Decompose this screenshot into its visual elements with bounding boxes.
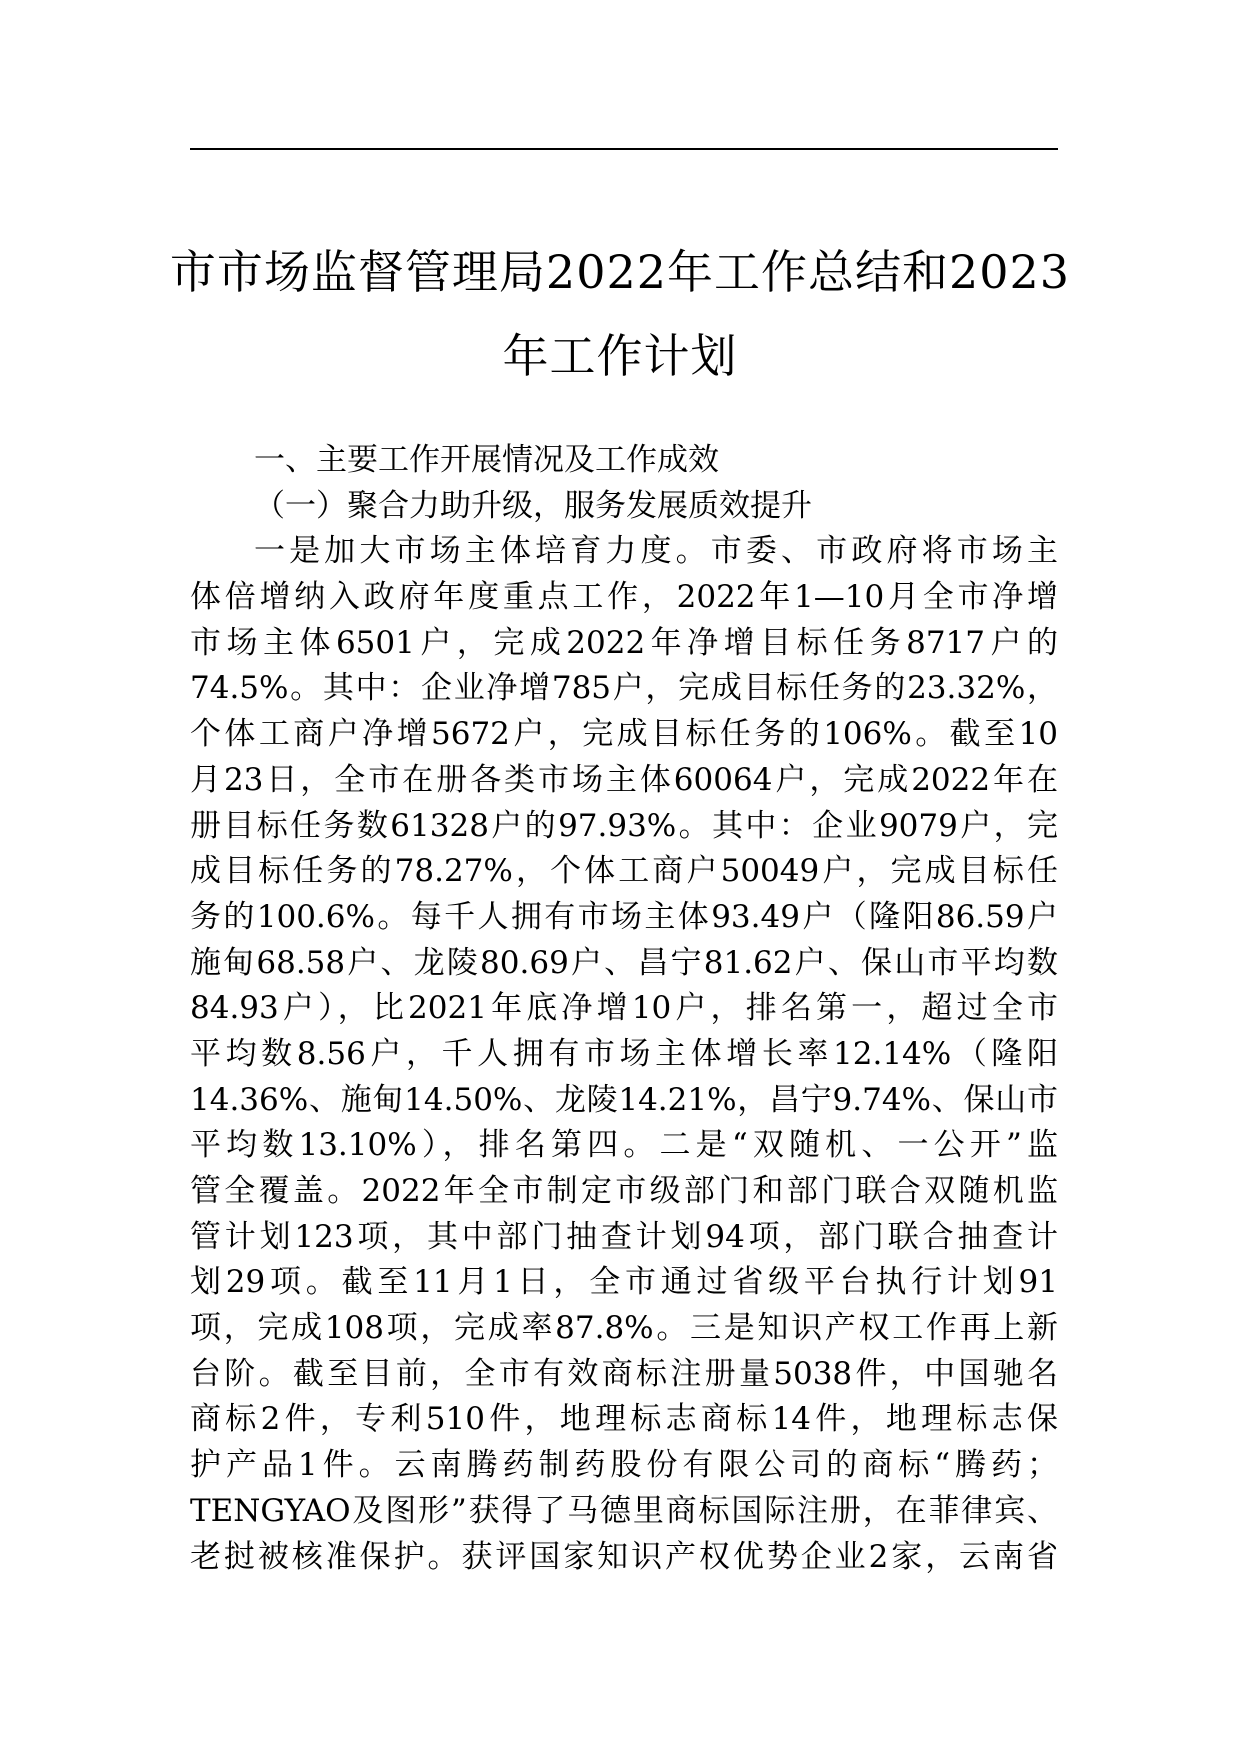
paragraph-line: 成目标任务的78.27%，个体工商户50049户，完成目标任: [190, 853, 1058, 890]
paragraph-line: 平均数13.10%），排名第四。二是“双随机、一公开”监: [190, 1127, 1058, 1164]
paragraph-line: 册目标任务数61328户的97.93%。其中：企业9079户，完: [190, 807, 1058, 844]
paragraph-line: 管计划123项，其中部门抽查计划94项，部门联合抽查计: [190, 1218, 1058, 1255]
paragraph-line: 划29项。截至11月1日，全市通过省级平台执行计划91: [190, 1264, 1058, 1301]
paragraph-line: 体倍增纳入政府年度重点工作，2022年1—10月全市净增: [190, 579, 1058, 616]
paragraph-line: 一是加大市场主体培育力度。市委、市政府将市场主: [254, 533, 1058, 570]
paragraph-line: 74.5%。其中：企业净增785户，完成目标任务的23.32%，: [190, 670, 1058, 707]
paragraph-line: 护产品1件。云南腾药制药股份有限公司的商标“腾药；: [190, 1447, 1058, 1484]
paragraph-line: 84.93户），比2021年底净增10户，排名第一，超过全市: [190, 990, 1058, 1027]
paragraph-line: 施甸68.58户、龙陵80.69户、昌宁81.62户、保山市平均数: [190, 944, 1058, 981]
paragraph-line: 老挝被核准保护。获评国家知识产权优势企业2家，云南省: [190, 1538, 1058, 1575]
document-title-line-1: 市市场监督管理局2022年工作总结和2023: [169, 245, 1071, 299]
document-body: [190, 438, 1058, 1580]
subsection-heading: （一）聚合力助升级，服务发展质效提升: [254, 487, 812, 524]
paragraph-line: 台阶。截至目前，全市有效商标注册量5038件，中国驰名: [190, 1355, 1058, 1392]
paragraph-line: 市场主体6501户，完成2022年净增目标任务8717户的: [190, 624, 1058, 661]
paragraph-line: 商标2件，专利510件，地理标志商标14件，地理标志保: [190, 1401, 1058, 1438]
paragraph-line: 务的100.6%。每千人拥有市场主体93.49户（隆阳86.59户: [190, 898, 1058, 935]
paragraph-line: 个体工商户净增5672户，完成目标任务的106%。截至10: [190, 716, 1058, 753]
paragraph-line: 项，完成108项，完成率87.8%。三是知识产权工作再上新: [190, 1310, 1058, 1347]
paragraph-line: 管全覆盖。2022年全市制定市级部门和部门联合双随机监: [190, 1173, 1058, 1209]
paragraph-line: 14.36%、施甸14.50%、龙陵14.21%，昌宁9.74%、保山市: [190, 1081, 1058, 1118]
document-title-line-2: 年工作计划: [502, 329, 738, 383]
paragraph-line: 平均数8.56户，千人拥有市场主体增长率12.14%（隆阳: [190, 1035, 1058, 1072]
section-heading: 一、主要工作开展情况及工作成效: [254, 442, 719, 478]
paragraph-line: TENGYAO及图形”获得了马德里商标国际注册，在菲律宾、: [190, 1492, 1058, 1529]
paragraph-line: 月23日，全市在册各类市场主体60064户，完成2022年在: [190, 761, 1058, 798]
header-rule: [190, 148, 1058, 150]
